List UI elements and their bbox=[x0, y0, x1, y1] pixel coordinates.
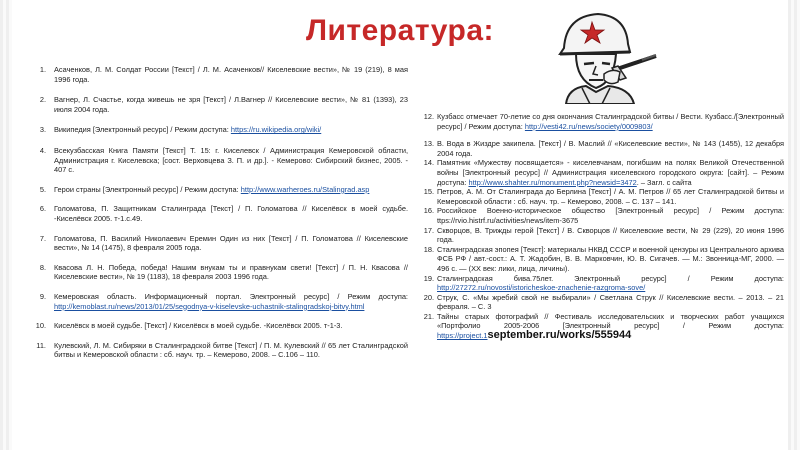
reference-text: Памятник «Мужеству посвящается» - киселевчанам, погибшим на полях Великой Отечественной войны [Электронный ресурс] // Администрация киселевского городского округа: [сайт]. – Режим доступа: bbox=[437, 158, 784, 187]
reference-item bbox=[22, 234, 408, 253]
reference-text: Герои страны [Электронный ресурс] / Режим доступа: bbox=[54, 184, 241, 194]
reference-item bbox=[418, 206, 784, 225]
reference-text: Сталинградская эпопея [Текст]: материалы НКВД СССР и военной цензуры из Центрального архива ФСБ РФ / авт.-сост.: А. Т. Жадобин, В. В. Марковчин, Ю. В. Сигачев. — М.: Звонница-МГ, 2000. — 496 с. — (XX век: лики, лица, личины). bbox=[437, 244, 784, 273]
reference-item bbox=[22, 185, 408, 195]
reference-item bbox=[418, 245, 784, 274]
slide-title: Литература: bbox=[305, 14, 495, 47]
reference-text: Петров, А. М. От Сталинграда до Берлина [Текст] / А. М. Петров // 65 лет Сталинградской битвы и Кемеровской области : сб. науч. тр. – Кемерово, 2008. – С. 137 – 141. bbox=[437, 187, 784, 206]
reference-link[interactable]: https://project.1 bbox=[437, 331, 488, 341]
reference-number: 6. bbox=[39, 204, 46, 214]
references-right-column bbox=[418, 112, 784, 341]
reference-number: 20. bbox=[423, 292, 434, 302]
reference-text: Вагнер, Л. Счастье, когда живешь не зря [Текст] / Л.Вагнер // Киселевские вести», № 81 (1393), 23 июля 2004 года. bbox=[54, 95, 408, 114]
reference-text: Всекузбасская Книга Памяти [Текст] Т. 15: г. Киселевск / Администрация Кемеровской области, Администрация г. Киселевска; [сост. Верховцева З. П. и др.]. - Кемерово: Сибирский бизнес, 2005. - 407 с. bbox=[54, 145, 408, 175]
reference-link[interactable]: http://vesti42.ru/news/society/0009803/ bbox=[524, 121, 653, 131]
soldier-with-rifle-icon bbox=[546, 8, 658, 104]
reference-item bbox=[418, 112, 784, 131]
reference-text: Скворцов, В. Трижды герой [Текст] / В. Скворцов // Киселевские вести, № 29 (229), 20 июня 1996 года. bbox=[437, 225, 784, 245]
reference-text: Голоматова, П. Защитникам Сталинграда [Текст] / П. Голоматова // Киселёвск в моей судьбе. -Киселёвск 2005. т-1.с.49. bbox=[54, 204, 408, 223]
reference-number: 21. bbox=[423, 311, 434, 321]
reference-item bbox=[418, 293, 784, 312]
reference-number: 2. bbox=[39, 95, 46, 105]
reference-item bbox=[22, 321, 408, 331]
reference-text: Киселёвск в моей судьбе. [Текст] / Киселёвск в моей судьбе. -Киселёвск 2005. т-1-3. bbox=[54, 321, 343, 331]
reference-number: 12. bbox=[423, 112, 434, 121]
reference-item bbox=[22, 341, 408, 360]
reference-text-suffix: . – Загл. с сайта bbox=[636, 177, 692, 187]
reference-number: 3. bbox=[39, 125, 46, 135]
reference-number: 14. bbox=[423, 158, 434, 168]
reference-number: 15. bbox=[423, 187, 434, 197]
reference-number: 18. bbox=[423, 244, 434, 254]
reference-number: 16. bbox=[423, 206, 434, 216]
reference-number: 10. bbox=[35, 321, 46, 331]
reference-text: Тайны старых фотографий // Фестиваль исследовательских и творческих работ учащихся «Портфолио 2005-2006 [Электронный ресурс] / Режим доступа: bbox=[437, 311, 784, 331]
reference-item bbox=[22, 146, 408, 175]
reference-number: 13. bbox=[423, 139, 434, 149]
reference-text: Российское Военно-историческое общество [Электронный ресурс] / Режим доступа: ttps://rvio.histrf.ru/activities/news/item-3675 bbox=[437, 206, 784, 225]
reference-number: 4. bbox=[39, 145, 46, 155]
reference-item bbox=[418, 158, 784, 187]
reference-item bbox=[22, 204, 408, 223]
right-border-decoration bbox=[788, 0, 800, 450]
reference-item bbox=[22, 292, 408, 311]
reference-number: 17. bbox=[423, 225, 434, 235]
reference-link-large[interactable]: september.ru/works/555944 bbox=[487, 329, 632, 342]
reference-text: В. Вода в Жиздре закипела. [Текст] / В. Маслий // «Киселевские вести», № 143 (1455), 12 декабря 2004 года. bbox=[437, 139, 784, 158]
reference-number: 11. bbox=[36, 340, 46, 350]
reference-text: Кузбасс отмечает 70-летие со дня окончания Сталинградской битвы / Вести. Кузбасс./[Электронный ресурс] / Режим доступа: bbox=[437, 112, 784, 131]
reference-text: Струк, С. «Мы жребий свой не выбирали» / Светлана Струк // Киселевские вести. – 2013. – 21 февраля. – С. 3 bbox=[437, 292, 784, 312]
reference-text: Квасова Л. Н. Победа, победа! Нашим внукам ты и правнукам свети! [Текст] / П. Н. Квасова // Киселевские вести», № 19 (1183), 18 февраля 2003 1996 года. bbox=[54, 262, 408, 282]
reference-link[interactable]: http://kemoblast.ru/news/2013/01/25/segodnya-v-kiselevske-uchastnik-stalingradskoj-bitvy.html bbox=[54, 301, 365, 311]
reference-item bbox=[418, 226, 784, 245]
reference-text: Голоматова, П. Василий Николаевич Еремин Один из них [Текст] / П. Голоматова // Киселевские вести», № 14 (1475), 8 февраля 2005 года. bbox=[54, 233, 408, 253]
reference-number: 7. bbox=[39, 233, 46, 243]
left-border-decoration bbox=[0, 0, 12, 450]
reference-text: Википедия [Электронный ресурс] / Режим доступа: bbox=[54, 125, 231, 135]
reference-item bbox=[418, 187, 784, 206]
reference-item bbox=[22, 95, 408, 114]
reference-text: Асаченков, Л. М. Солдат России [Текст] / Л. М. Асаченков// Киселевские вести», № 19 (219), 8 мая 1996 года. bbox=[54, 65, 408, 84]
reference-link[interactable]: https://ru.wikipedia.org/wiki/ bbox=[230, 125, 322, 135]
reference-number: 19. bbox=[423, 273, 434, 283]
reference-number: 9. bbox=[39, 291, 46, 301]
reference-text: Кемеровская область. Информационный портал. Электронный ресурс] / Режим доступа: bbox=[54, 291, 408, 301]
reference-item bbox=[22, 125, 408, 135]
reference-number: 5. bbox=[39, 184, 46, 194]
reference-item bbox=[418, 312, 784, 341]
reference-item bbox=[418, 139, 784, 158]
reference-text: Кулевский, Л. М. Сибиряки в Сталинградской битве [Текст] / П. М. Кулевский // 65 лет Сталинградской битвы и Кемеровской области : сб. науч. тр. – Кемерово, 2008. – С.106 – 110. bbox=[54, 340, 408, 360]
reference-link[interactable]: http://27272.ru/novosti/istoricheskoe-znachenie-razgroma-sove/ bbox=[437, 283, 646, 293]
reference-link[interactable]: http://www.warheroes.ru/Stalingrad.asp bbox=[240, 184, 370, 194]
reference-number: 8. bbox=[39, 262, 46, 272]
reference-item bbox=[22, 263, 408, 282]
reference-number: 1. bbox=[39, 65, 46, 74]
reference-link[interactable]: http://www.shahter.ru/monument.php?newsid=3472 bbox=[468, 177, 637, 187]
references-left-column bbox=[22, 65, 408, 360]
reference-item bbox=[22, 65, 408, 84]
reference-item bbox=[418, 274, 784, 293]
reference-text: Сталинградская бива.75лет. Электронный ресурс] / Режим доступа: bbox=[437, 273, 784, 283]
